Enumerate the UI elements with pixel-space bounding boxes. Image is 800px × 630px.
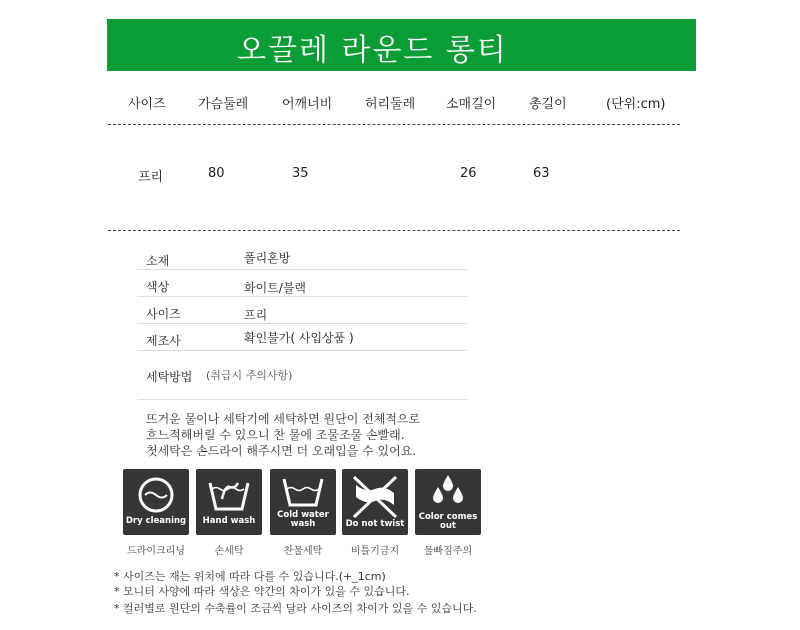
caption-dry-cleaning: 드라이크리닝 — [127, 546, 185, 557]
size-header-size: 사이즈 — [128, 97, 166, 112]
size-value-sleeve: 26 — [460, 166, 477, 181]
spec-label-maker: 제조사 — [146, 334, 181, 348]
spec-value-maker: 확인불가( 사입상품 ) — [244, 331, 354, 345]
spec-divider — [137, 296, 467, 297]
care-text-line-1: 뜨거운 물이나 세탁기에 세탁하면 원단이 전체적으로 — [146, 412, 421, 426]
hand-wash-icon — [196, 469, 262, 535]
spec-divider — [137, 399, 467, 400]
color-comes-out-text: Color comes out — [418, 512, 478, 531]
note-line-1: * 사이즈는 재는 위치에 따라 다를 수 있습니다.(+_1cm) — [114, 570, 386, 583]
size-value-total-length: 63 — [533, 166, 550, 181]
do-not-twist-icon — [342, 469, 408, 535]
dry-cleaning-text: Dry cleaning — [125, 516, 187, 526]
size-value-chest: 80 — [208, 166, 225, 181]
caption-cold-water-wash: 찬물세탁 — [283, 546, 323, 557]
caption-do-not-twist: 비틀기금지 — [350, 546, 400, 557]
size-header-waist: 허리둘레 — [365, 97, 416, 112]
spec-label-size: 사이즈 — [146, 307, 181, 321]
dashed-divider — [108, 124, 680, 125]
size-value-shoulder: 35 — [292, 166, 309, 181]
spec-divider — [137, 323, 467, 324]
care-text-line-2: 흐느적해버릴 수 있으니 찬 물에 조물조물 손빨래. — [146, 428, 405, 442]
size-header-sleeve: 소매길이 — [446, 97, 497, 112]
note-line-3: * 컬러별로 원단의 수축률이 조금씩 달라 사이즈의 차이가 있을 수 있습니다. — [114, 602, 477, 615]
note-line-2: * 모니터 사양에 따라 색상은 약간의 차이가 있을 수 있습니다. — [114, 585, 410, 598]
dry-cleaning-icon — [123, 469, 189, 535]
size-value-size: 프리 — [138, 170, 164, 185]
caption-color-comes-out: 물빠짐주의 — [423, 546, 473, 557]
size-header-unit: (단위:cm) — [606, 97, 666, 112]
spec-value-size: 프리 — [244, 308, 268, 322]
size-header-chest: 가슴둘레 — [198, 97, 249, 112]
caption-hand-wash: 손세탁 — [214, 546, 244, 557]
cold-water-wash-icon — [270, 469, 336, 535]
spec-value-color: 화이트/블랙 — [244, 281, 307, 295]
spec-divider — [137, 269, 467, 270]
dashed-divider — [108, 230, 680, 231]
spec-divider — [137, 350, 467, 351]
size-header-shoulder: 어깨너비 — [282, 97, 333, 112]
do-not-twist-text: Do not twist — [345, 519, 405, 529]
product-title: 오끌레 라운드 롱티 — [237, 33, 508, 68]
care-text-line-3: 첫세탁은 손드라이 해주시면 더 오래입을 수 있어요. — [146, 444, 417, 458]
color-comes-out-icon — [415, 469, 481, 535]
washing-label: 세탁방법 — [146, 370, 193, 384]
size-header-total-length: 총길이 — [529, 97, 567, 112]
spec-label-material: 소재 — [146, 254, 170, 268]
spec-label-color: 색상 — [146, 280, 170, 294]
cold-water-wash-text: Cold water wash — [277, 510, 329, 529]
hand-wash-text: Hand wash — [202, 516, 256, 526]
washing-note: (취급시 주의사항) — [206, 369, 293, 382]
title-banner — [107, 19, 696, 71]
spec-value-material: 폴리혼방 — [244, 251, 291, 265]
